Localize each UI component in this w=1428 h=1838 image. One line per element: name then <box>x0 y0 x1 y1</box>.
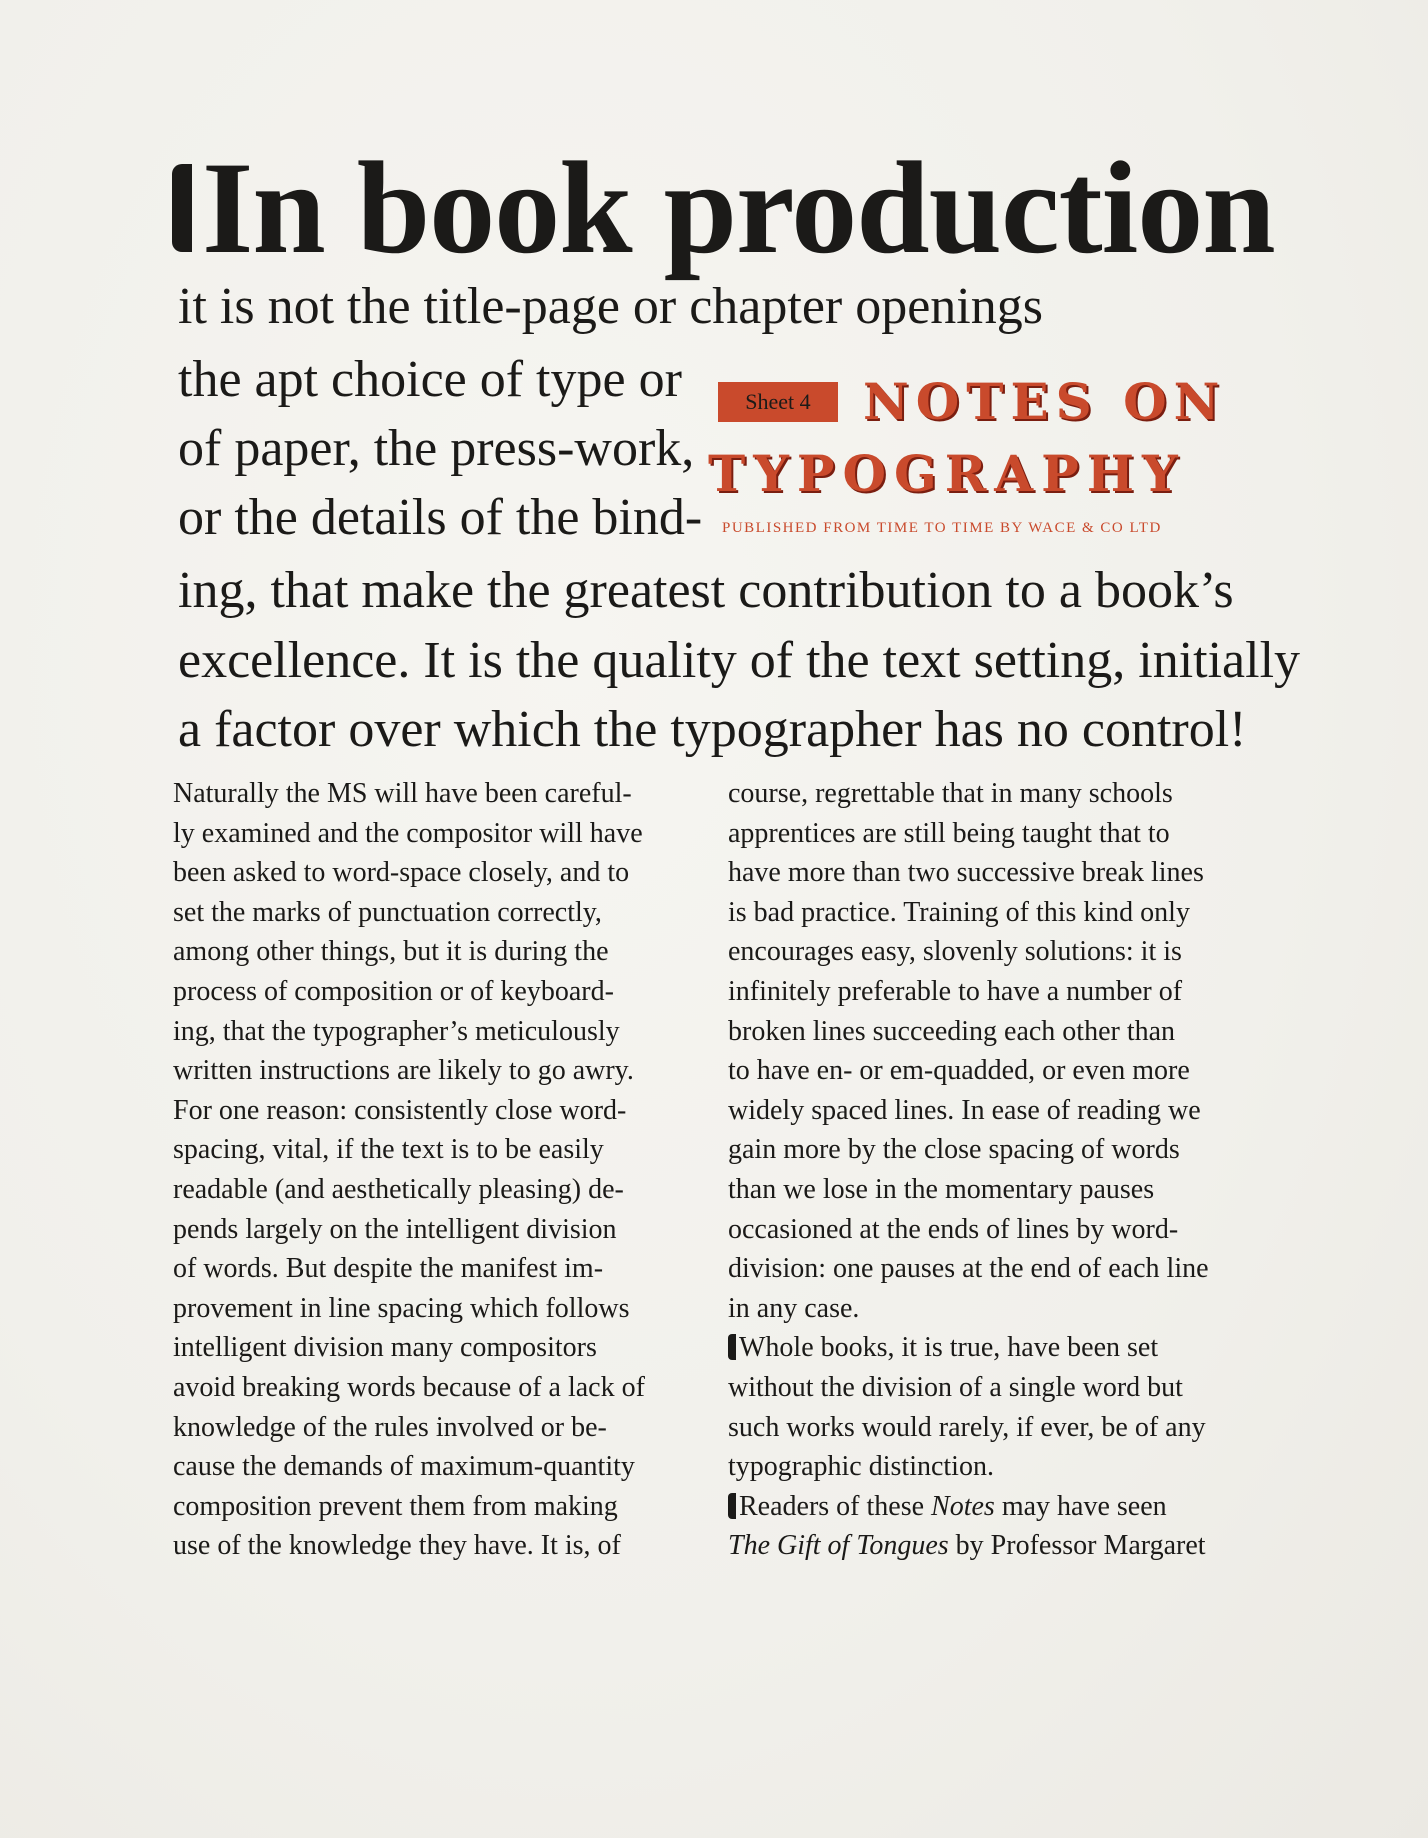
body-line: written instructions are likely to go awry. <box>173 1055 634 1087</box>
body-line: in any case. <box>728 1292 860 1324</box>
body-line: widely spaced lines. In ease of reading we <box>728 1094 1201 1126</box>
pilcrow-icon <box>728 1493 736 1519</box>
masthead <box>708 372 1227 542</box>
body-line: pends largely on the intelligent division <box>173 1213 617 1245</box>
italic-title: Notes <box>931 1490 995 1522</box>
headline <box>172 128 1275 288</box>
subhead-line: the apt choice of type or <box>178 351 682 408</box>
body-line: of words. But despite the manifest im- <box>173 1253 604 1285</box>
body-line: typographic distinction. <box>728 1451 994 1483</box>
body-column-left <box>173 774 645 1566</box>
body-line: knowledge of the rules involved or be- <box>173 1411 607 1443</box>
body-line: division: one pauses at the end of each line <box>728 1253 1209 1285</box>
body-line: provement in line spacing which follows <box>173 1292 630 1324</box>
subhead-line: ing, that make the greatest contribution to a book’s <box>178 562 1234 619</box>
body-line: avoid breaking words because of a lack of <box>173 1371 645 1403</box>
body-line: than we lose in the momentary pauses <box>728 1173 1155 1205</box>
body-line: is bad practice. Training of this kind only <box>728 896 1190 928</box>
body-line: cause the demands of maximum-quantity <box>173 1451 635 1483</box>
body-text: by Professor Margaret <box>948 1530 1206 1562</box>
body-line: among other things, but it is during the <box>173 936 609 968</box>
paragraph-start-line <box>728 1328 1209 1368</box>
subhead-line: it is not the title-page or chapter openings <box>178 278 1043 335</box>
body-line: to have en- or em-quadded, or even more <box>728 1055 1190 1087</box>
body-line: Naturally the MS will have been careful- <box>173 778 632 809</box>
pilcrow-icon <box>728 1334 736 1360</box>
masthead-title-line1: NOTES ON <box>863 372 1227 431</box>
body-line: broken lines succeeding each other than <box>728 1015 1176 1047</box>
subhead-line: excellence. It is the quality of the text setting, initially <box>178 632 1301 689</box>
body-line: without the division of a single word but <box>728 1371 1183 1403</box>
body-line: intelligent division many compositors <box>173 1332 597 1364</box>
pilcrow-icon <box>172 164 192 252</box>
body-line: For one reason: consistently close word- <box>173 1094 627 1126</box>
sheet-number-badge: Sheet 4 <box>718 382 838 422</box>
body-line: gain more by the close spacing of words <box>728 1134 1180 1166</box>
body-text: may have seen <box>994 1490 1167 1522</box>
body-line: course, regrettable that in many schools <box>728 778 1173 809</box>
body-line: such works would rarely, if ever, be of any <box>728 1411 1206 1443</box>
body-line: occasioned at the ends of lines by word- <box>728 1213 1179 1245</box>
body-line: process of composition or of keyboard- <box>173 975 614 1007</box>
body-line: ly examined and the compositor will have <box>173 817 643 849</box>
body-line: composition prevent them from making <box>173 1490 618 1522</box>
subhead-line: of paper, the press-work, <box>178 420 695 477</box>
body-line: apprentices are still being taught that to <box>728 817 1170 849</box>
body-text: Whole books, it is true, have been set <box>739 1332 1159 1364</box>
body-line <box>728 1526 1209 1566</box>
paragraph-start-line <box>728 1487 1209 1527</box>
body-line: been asked to word-space closely, and to <box>173 857 630 889</box>
subhead-line: or the details of the bind- <box>178 489 703 546</box>
subhead-line: a factor over which the typographer has no control! <box>178 701 1247 758</box>
body-line: set the marks of punctuation correctly, <box>173 896 602 928</box>
body-line: readable (and aesthetically pleasing) de- <box>173 1173 624 1205</box>
body-column-right <box>728 774 1209 1566</box>
body-line: encourages easy, slovenly solutions: it is <box>728 936 1182 968</box>
body-line: infinitely preferable to have a number of <box>728 975 1183 1007</box>
italic-title: The Gift of Tongues <box>728 1530 949 1562</box>
publisher-line: PUBLISHED FROM TIME TO TIME BY WACE & CO LTD <box>722 520 1162 536</box>
body-line: ing, that the typographer’s meticulously <box>173 1015 620 1047</box>
body-line: use of the knowledge they have. It is, of <box>173 1530 621 1562</box>
masthead-title-line2: TYPOGRAPHY <box>708 444 1186 503</box>
body-line: spacing, vital, if the text is to be easily <box>173 1134 604 1166</box>
body-line: have more than two successive break lines <box>728 857 1204 889</box>
headline-text: In book production <box>202 134 1275 281</box>
body-text: Readers of these <box>739 1490 932 1522</box>
